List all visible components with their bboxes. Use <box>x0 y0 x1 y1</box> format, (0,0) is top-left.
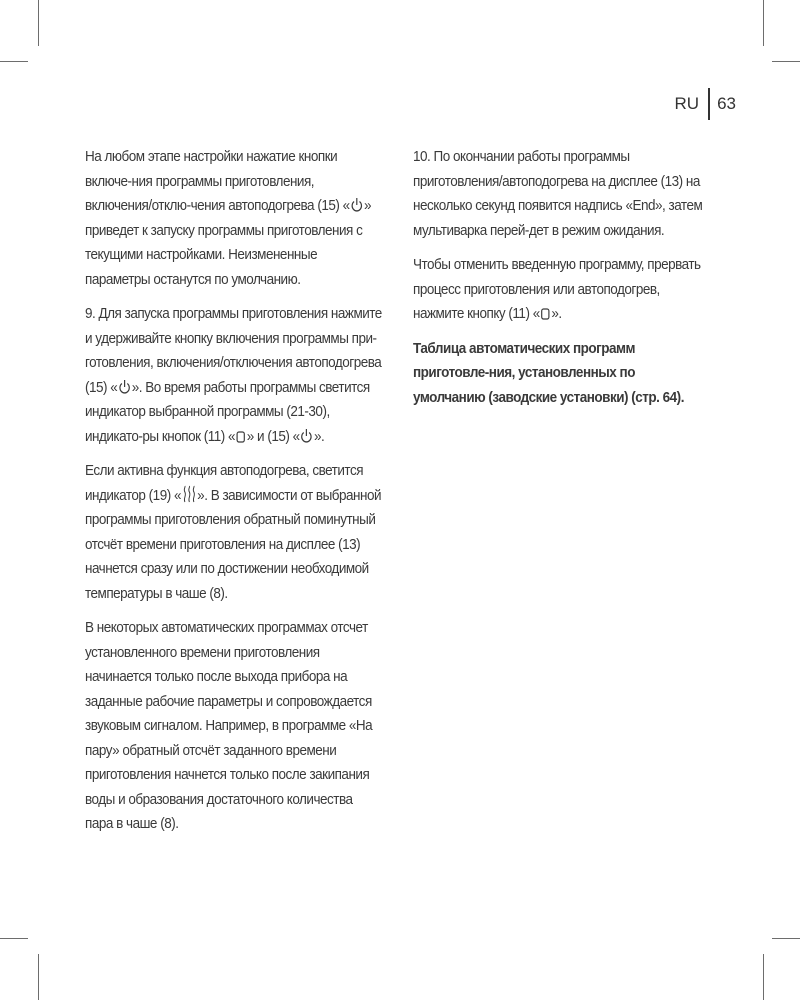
crop-mark <box>763 954 764 1000</box>
crop-mark <box>772 61 800 62</box>
crop-mark <box>0 61 28 62</box>
paragraph-step-9: 9. Для запуска программы приготовления нажмите и удерживайте кнопку включения программы при-готовления, включения/отключения автоподогрева (15) « ». Во время работы программы светится индикатор выбранной программы (21-30), индикато-ры кнопок (11) « » и (15) « ». <box>85 305 382 445</box>
power-icon <box>118 379 131 395</box>
power-icon <box>301 428 314 444</box>
crop-mark <box>0 938 28 939</box>
paragraph-auto-programs: В некоторых автоматических программах отсчет установленного времени приготовления начинается только после выхода прибора на заданные рабочие параметры и сопровождается звуковым сигналом. Например, в программе «На пару» обратный отсчёт заданного времени приготовления начнется только после закипания воды и образования достаточного количества пара в чаше (8). <box>85 619 373 832</box>
cancel-button-icon <box>541 307 551 321</box>
power-icon <box>351 197 364 213</box>
page-number: 63 <box>717 94 736 113</box>
steam-heat-icon <box>182 485 196 503</box>
crop-mark <box>772 938 800 939</box>
page-header <box>675 88 736 120</box>
crop-mark <box>38 0 39 46</box>
paragraph-settings-start: На любом этапе настройки нажатие кнопки включе-ния программы приготовления, включения/отклю-чения автоподогрева (15) « » приведет к запуску программы приготовления с текущими настройками. Неизмененные параметры останутся по умолчанию. <box>85 148 372 288</box>
cancel-button-icon <box>236 430 246 444</box>
crop-mark <box>763 0 764 46</box>
paragraph-cancel: Чтобы отменить введенную программу, прервать процесс приготовления или автоподогрев, нажмите кнопку (11) « ». <box>413 256 701 322</box>
language-label: RU <box>674 94 700 113</box>
left-column <box>85 145 382 847</box>
crop-mark <box>38 954 39 1000</box>
right-column <box>413 145 710 420</box>
paragraph-autoheat: Если активна функция автоподогрева, светится индикатор (19) « ». В зависимости от выбранной программы приготовления обратный поминутный отсчёт времени приготовления на дисплее (13) начнется сразу или по достижении необходимой температуры в чаше (8). <box>85 462 382 602</box>
paragraph-step-10: 10. По окончании работы программы приготовления/автоподогрева на дисплее (13) на несколько секунд появится надпись «End», затем мультиварка перей-дет в режим ожидания. <box>413 148 703 239</box>
table-reference-heading: Таблица автоматических программ приготовле-ния, установленных по умолчанию (заводские установки) (стр. 64). <box>413 339 684 406</box>
